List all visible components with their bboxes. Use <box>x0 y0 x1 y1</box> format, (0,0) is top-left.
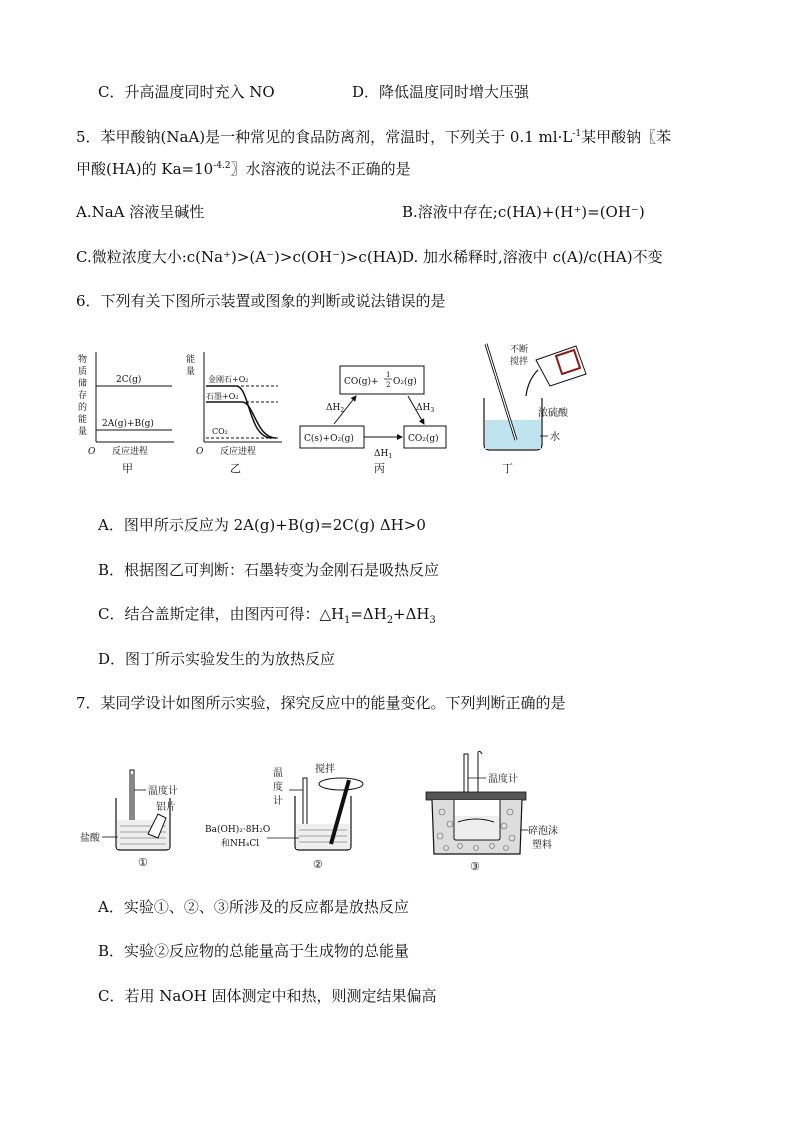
fig2-mixture <box>296 824 350 849</box>
fig1-caption: ① <box>138 856 148 869</box>
bing-caption: 丙 <box>374 462 385 475</box>
q5-stem-line2: 甲酸(HA)的 $Ka=10^{-4.2}$〗水溶液的说法不正确的是 <box>76 160 411 178</box>
ding-label-stir-1: 不断 <box>510 345 529 355</box>
q5-option-a: A.NaA 溶液呈碱性 <box>76 203 205 221</box>
fig1-label-thermo: 温度计 <box>148 786 178 797</box>
ding-label-stir-2: 搅拌 <box>510 357 529 367</box>
fig3-caption: ③ <box>470 860 480 873</box>
yi-label-co2: CO₂ <box>212 427 228 436</box>
fig1-label-al: 铝片 <box>156 802 176 813</box>
bing-top-frac-num: 1 <box>386 371 391 379</box>
ding-label-water: 水 <box>550 432 560 443</box>
fig2-label-temp-char: 度 <box>273 782 283 793</box>
fig1-label-hcl: 盐酸 <box>80 833 100 844</box>
jia-label-top: 2C(g) <box>116 375 142 385</box>
q6-figure-yi <box>186 350 286 475</box>
fig3-lid <box>426 792 526 800</box>
q6-stem: 6．下列有关下图所示装置或图象的判断或说法错误的是 <box>76 292 446 310</box>
q6-option-a: A．图甲所示反应为 2A(g)+B(g)=2C(g) ΔH>0 <box>98 516 426 534</box>
q7-figure-1 <box>80 770 200 870</box>
yi-xlabel: 反应进程 <box>220 447 257 457</box>
bing-top-box-b: O₂(g) <box>393 377 417 387</box>
fig2-label-temp-char: 计 <box>273 796 283 807</box>
q5-option-d: D. 加水稀释时,溶液中 c(A)/c(HA)不变 <box>402 248 663 266</box>
yi-label-diamond: 金刚石+O₂ <box>208 375 249 384</box>
q7-figure-2 <box>205 760 375 872</box>
fig2-caption: ② <box>313 858 323 871</box>
q5-stem-line1: 5．苯甲酸钠(NaA)是一种常见的食品防离剂，常温时，下列关于 0.1 $ml\cdot L^{-1}$某甲酸钠〖苯 <box>76 128 672 146</box>
bing-dh1: $\Delta H_1$ <box>374 449 393 460</box>
q6-figure-bing <box>298 360 448 475</box>
q4-option-d: D．降低温度同时增大压强 <box>352 83 530 101</box>
q5-option-c: C.微粒浓度大小:c(Na⁺)>(A⁻)>c(OH⁻)>c(HA) <box>76 248 403 266</box>
q6-figure-ding <box>470 340 600 475</box>
bing-right-box-text: CO₂(g) <box>408 434 439 444</box>
jia-ylabel-char: 储 <box>78 379 88 389</box>
yi-label-graphite: 石墨+O₂ <box>206 392 239 401</box>
jia-ylabel-char: 能 <box>78 415 88 425</box>
q4-option-c: C．升高温度同时充入 NO <box>98 83 275 101</box>
yi-caption: 乙 <box>230 462 241 475</box>
jia-ylabel-char: 存 <box>78 391 88 401</box>
bing-top-frac-den: 2 <box>386 381 391 389</box>
ding-caption: 丁 <box>502 462 513 475</box>
jia-label-bottom: 2A(g)+B(g) <box>102 419 154 429</box>
yi-ylabel-char: 量 <box>186 367 196 377</box>
yi-ylabel-char: 能 <box>186 355 196 365</box>
bing-dh2: $\Delta H_2$ <box>326 403 345 414</box>
fig2-label-stir: 搅拌 <box>315 764 335 775</box>
ding-acid-stream <box>526 370 538 396</box>
jia-ylabel-char: 物 <box>78 355 88 365</box>
jia-origin: O <box>88 447 96 457</box>
jia-ylabel-char: 量 <box>78 427 88 437</box>
fig3-label-foam-2: 塑料 <box>532 840 552 851</box>
fig2-stir-ellipse <box>319 778 363 790</box>
ding-label-acid: 浓硫酸 <box>538 408 568 419</box>
q7-option-c: C．若用 NaOH 固体测定中和热，则测定结果偏高 <box>98 987 437 1005</box>
jia-ylabel-char: 的 <box>78 403 88 413</box>
fig2-label-nh4cl: 和NH₄Cl <box>221 839 260 849</box>
jia-caption: 甲 <box>122 462 133 475</box>
jia-ylabel-char: 质 <box>78 367 88 377</box>
bing-left-box-text: C(s)+O₂(g) <box>304 434 354 444</box>
bing-top-box-a: CO(g)+ <box>344 377 379 387</box>
fig2-label-ba: Ba(OH)₂·8H₂O <box>205 825 271 835</box>
q7-figure-3 <box>420 750 570 874</box>
q6-figure-jia <box>78 350 178 475</box>
fig3-label-foam-1: 碎泡沫 <box>528 826 558 837</box>
q6-option-b: B．根据图乙可判断：石墨转变为金刚石是吸热反应 <box>98 561 440 579</box>
q7-option-a: A．实验①、②、③所涉及的反应都是放热反应 <box>98 898 409 916</box>
fig2-label-temp-char: 温 <box>273 768 283 779</box>
q5-option-b: B.溶液中存在;c(HA)+(H⁺)=(OH⁻) <box>402 203 645 221</box>
bing-dh3: $\Delta H_3$ <box>416 403 435 414</box>
fig3-label-thermo: 温度计 <box>488 774 518 785</box>
q6-option-c: C．结合盖斯定律，由图丙可得：$\triangle H_1=\Delta H_2+\Delta H_3$ <box>98 605 436 626</box>
yi-origin: O <box>196 447 204 457</box>
q7-option-b: B．实验②反应物的总能量高于生成物的总能量 <box>98 942 410 960</box>
q6-option-d: D．图丁所示实验发生的为放热反应 <box>98 650 336 668</box>
q7-stem: 7．某同学设计如图所示实验，探究反应中的能量变化。下列判断正确的是 <box>76 694 566 712</box>
jia-xlabel: 反应进程 <box>112 447 149 457</box>
